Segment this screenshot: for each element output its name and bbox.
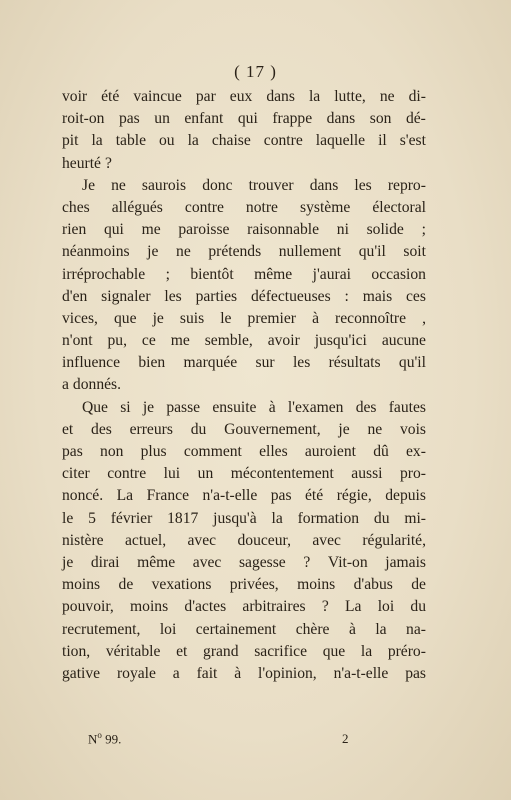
text-word: France — [146, 487, 189, 505]
text-word: la — [308, 88, 321, 105]
text-word: aucune — [381, 332, 426, 350]
signature-mark — [88, 730, 121, 747]
text-line — [62, 308, 426, 330]
text-word: suis — [179, 309, 205, 327]
text-word: formation — [297, 509, 360, 527]
text-line — [62, 352, 426, 374]
text-word: ; — [421, 221, 426, 239]
text-word: sagesse — [238, 553, 286, 571]
text-word: dirai — [90, 553, 120, 571]
text-word: avec — [192, 553, 222, 571]
text-word: qui — [103, 221, 124, 239]
text-word: à — [348, 620, 356, 638]
text-word: un — [197, 465, 214, 483]
text-word: soit — [403, 243, 426, 261]
text-word: parties — [195, 287, 238, 305]
text-word: février — [110, 509, 153, 527]
text-word: raisonnable — [247, 221, 320, 239]
text-word: auroient — [304, 443, 356, 460]
text-word: sur — [255, 354, 275, 372]
text-word: enfant — [184, 110, 224, 128]
text-line — [62, 419, 426, 441]
text-word: ? — [303, 553, 311, 571]
text-line — [62, 286, 426, 308]
text-word: moins — [297, 576, 336, 594]
text-word: arbitraires — [242, 598, 306, 616]
text-word: premier — [247, 309, 297, 327]
text-line — [62, 108, 426, 130]
text-word: moins — [62, 576, 101, 594]
text-word: la — [91, 132, 103, 150]
text-word: s'est — [399, 132, 426, 150]
text-word: dé- — [405, 110, 426, 128]
text-word: mécontentement — [230, 465, 334, 483]
text-word: Que — [82, 398, 108, 416]
text-line — [62, 86, 426, 108]
text-word: véritable — [105, 642, 161, 660]
text-word: pas — [405, 664, 426, 682]
text-word: grand — [203, 642, 239, 660]
text-word: je — [142, 398, 155, 416]
text-word: lutte, — [334, 88, 366, 105]
text-word: noncé. — [62, 487, 104, 505]
signature-prefix: N — [88, 731, 98, 747]
text-word: dû — [373, 443, 389, 460]
text-word: à — [312, 309, 319, 327]
text-word: bien — [138, 354, 166, 372]
text-word: ; — [165, 265, 170, 283]
text-word: a — [62, 376, 69, 394]
text-word: j'aurai — [312, 265, 351, 283]
text-word: jamais — [385, 553, 426, 571]
text-line — [62, 264, 426, 286]
text-word: n'a-t-elle — [333, 664, 389, 682]
text-word: vexations — [151, 576, 212, 594]
text-word: signaler — [101, 287, 151, 305]
text-word: d'en — [62, 287, 88, 305]
text-line — [62, 397, 426, 419]
text-word: à — [268, 398, 276, 416]
text-word: nullement — [278, 243, 342, 261]
body-text — [62, 86, 426, 685]
text-word: le — [220, 309, 232, 327]
text-word: gative — [62, 664, 101, 682]
text-word: bientôt — [190, 265, 234, 283]
text-word: ches — [62, 198, 90, 216]
text-word: ce — [141, 332, 156, 350]
text-word: rien — [62, 221, 87, 239]
text-line — [62, 153, 426, 175]
text-word: prétends — [208, 243, 262, 261]
text-word: dans — [309, 176, 339, 194]
text-word: solide — [366, 221, 404, 239]
text-word: me — [170, 332, 190, 350]
text-word: du — [410, 598, 426, 616]
text-word: Gouvernement, — [224, 420, 321, 438]
text-word: passe — [166, 398, 201, 416]
text-word: pouvoir, — [62, 598, 114, 616]
text-word: les — [292, 354, 311, 372]
text-word: par — [195, 88, 216, 105]
text-word: les — [164, 287, 182, 305]
text-word: Je — [82, 176, 95, 194]
text-word: dans — [266, 88, 295, 105]
text-word: les — [354, 176, 372, 194]
text-word: ensuite — [212, 398, 257, 416]
text-word: qui — [237, 110, 258, 128]
text-word: la — [187, 132, 199, 150]
text-word: non — [100, 443, 124, 460]
text-word: et — [62, 420, 74, 438]
text-word: d'actes — [184, 598, 227, 616]
text-word: pas — [62, 443, 83, 460]
text-word: la — [360, 642, 373, 660]
text-line — [62, 441, 426, 463]
text-word: douceur, — [237, 531, 291, 549]
text-word: je — [338, 420, 350, 438]
text-word: ne — [367, 420, 383, 438]
text-word: contre — [184, 198, 224, 216]
text-word: du — [373, 509, 390, 527]
text-word: frappe — [272, 110, 313, 128]
text-word: comment — [183, 443, 242, 460]
text-word: ex- — [406, 443, 426, 460]
text-word: et — [176, 642, 188, 660]
text-line — [62, 530, 426, 552]
text-word: irréprochable — [62, 265, 146, 283]
text-word: marquée — [183, 354, 238, 372]
text-word: n'a-t-elle — [202, 487, 258, 505]
text-word: pit — [62, 132, 79, 150]
text-word: ne — [176, 243, 191, 261]
text-word: , — [422, 309, 426, 327]
text-word: citer — [62, 465, 90, 483]
text-word: notre — [245, 198, 278, 216]
text-word: d'abus — [353, 576, 393, 594]
text-word: aussi — [351, 465, 383, 483]
text-word: pas — [118, 110, 140, 128]
text-word: sacrifice — [254, 642, 308, 660]
text-word: trouver — [248, 176, 294, 194]
text-word: table — [115, 132, 147, 150]
text-word: n'ont — [62, 332, 93, 350]
text-word: résultats — [328, 354, 381, 372]
text-word: ni — [336, 221, 349, 239]
text-line — [62, 330, 426, 352]
text-word: me — [141, 221, 161, 239]
text-word: même — [254, 265, 293, 283]
text-word: du — [190, 420, 207, 438]
text-word: avec — [187, 531, 217, 549]
text-word: paroisse — [178, 221, 230, 239]
text-word: reconnoître — [335, 309, 407, 327]
text-word: jusqu'ici — [314, 332, 367, 350]
text-word: pas — [270, 487, 292, 505]
text-word: je — [147, 243, 159, 261]
text-word: eux — [229, 88, 253, 105]
text-word: recrutement, — [62, 620, 141, 638]
text-word: ou — [159, 132, 175, 150]
text-word: préro- — [387, 642, 426, 660]
text-line — [62, 663, 426, 685]
text-line — [62, 463, 426, 485]
text-word: Vit-on — [327, 553, 368, 571]
text-word: il — [378, 132, 387, 150]
text-word: repro- — [387, 176, 426, 194]
text-word: actuel, — [124, 531, 167, 549]
text-word: privées, — [229, 576, 279, 594]
text-word: contre — [263, 132, 303, 150]
text-word: ne — [379, 88, 395, 105]
text-word: régularité, — [362, 531, 426, 549]
text-word: à — [234, 664, 242, 682]
text-word: nistère — [62, 531, 104, 549]
text-word: 1817 — [167, 509, 199, 527]
text-word: loi — [159, 620, 177, 638]
text-line — [62, 596, 426, 618]
text-word: La — [116, 487, 134, 505]
text-word: saurois — [141, 176, 187, 194]
text-word: chaise — [211, 132, 251, 150]
text-word: influence — [62, 354, 121, 372]
text-word: l'opinion, — [258, 664, 317, 682]
text-word: vois — [399, 420, 426, 438]
text-line — [62, 552, 426, 574]
text-word: certainement — [195, 620, 277, 638]
text-word: mi- — [404, 509, 426, 527]
text-word: qu'il — [398, 354, 426, 372]
text-line — [62, 574, 426, 596]
sheet-number: 2 — [342, 731, 349, 746]
text-word: allégués — [111, 198, 163, 216]
text-word: chère — [295, 620, 330, 638]
text-word: moins — [130, 598, 169, 616]
text-word: je — [62, 553, 74, 571]
text-line — [62, 219, 426, 241]
text-word: mais — [362, 287, 393, 305]
text-word: des — [355, 398, 377, 416]
text-word: de — [118, 576, 134, 594]
text-word: vaincue — [133, 88, 182, 105]
text-word: le — [62, 509, 74, 527]
text-word: roit-on — [62, 110, 105, 128]
text-word: été — [101, 88, 120, 105]
text-word: donc — [202, 176, 233, 194]
text-word: que — [322, 642, 346, 660]
text-line — [62, 619, 426, 641]
text-word: la — [375, 620, 387, 638]
text-line — [62, 197, 426, 219]
text-word: été — [305, 487, 324, 505]
text-word: pro- — [399, 465, 426, 483]
text-word: un — [154, 110, 170, 128]
text-word: 5 — [88, 509, 96, 527]
text-word: fait — [196, 664, 218, 682]
text-word: contre — [107, 465, 147, 483]
text-line — [62, 175, 426, 197]
text-word: semble, — [204, 332, 253, 350]
text-word: : — [344, 287, 349, 305]
text-word: La — [345, 598, 362, 616]
text-word: des — [91, 420, 112, 438]
text-word: néanmoins — [62, 243, 130, 261]
text-word: loi — [377, 598, 395, 616]
text-word: royale — [116, 664, 156, 682]
text-word: avec — [312, 531, 341, 549]
text-word: système — [300, 198, 351, 216]
text-word: fautes — [388, 398, 426, 416]
text-word: je — [152, 309, 164, 327]
text-word: son — [369, 110, 392, 128]
text-word: tion, — [62, 642, 91, 660]
text-word: donnés. — [72, 376, 121, 394]
text-word: plus — [140, 443, 167, 460]
text-word: que — [114, 309, 137, 327]
text-word: na- — [406, 620, 426, 638]
text-line — [62, 241, 426, 263]
text-word: même — [137, 553, 176, 571]
text-line — [62, 508, 426, 530]
text-word: erreurs — [129, 420, 173, 438]
text-word: ? — [321, 598, 329, 616]
text-word: pu, — [107, 332, 127, 350]
text-line — [62, 641, 426, 663]
text-line — [62, 374, 426, 396]
text-line — [62, 485, 426, 507]
text-word: ? — [104, 154, 112, 172]
text-word: la — [271, 509, 283, 527]
text-word: défectueuses — [250, 287, 331, 305]
text-word: occasion — [371, 265, 426, 283]
text-word: vices, — [62, 309, 98, 327]
signature-superscript: o — [97, 730, 102, 740]
text-word: ces — [405, 287, 426, 305]
text-word: a — [172, 664, 180, 682]
text-word: dans — [326, 110, 356, 128]
text-word: électoral — [372, 198, 426, 216]
text-line — [62, 130, 426, 152]
text-word: voir — [62, 88, 88, 105]
text-word: qu'il — [358, 243, 386, 261]
text-word: avoir — [267, 332, 300, 350]
text-word: elles — [259, 443, 288, 460]
page-number: ( 17 ) — [234, 62, 277, 81]
text-word: de — [411, 576, 426, 594]
signature-number: 99. — [105, 731, 122, 747]
text-word: régie, — [336, 487, 372, 505]
text-word: lui — [163, 465, 181, 483]
text-word: si — [120, 398, 131, 416]
text-word: heurté — [62, 154, 101, 172]
text-word: ne — [111, 176, 126, 194]
text-word: jusqu'à — [213, 509, 257, 527]
text-word: l'examen — [287, 398, 344, 416]
text-word: di- — [408, 88, 426, 105]
text-word: laquelle — [315, 132, 366, 150]
text-word: depuis — [385, 487, 426, 505]
